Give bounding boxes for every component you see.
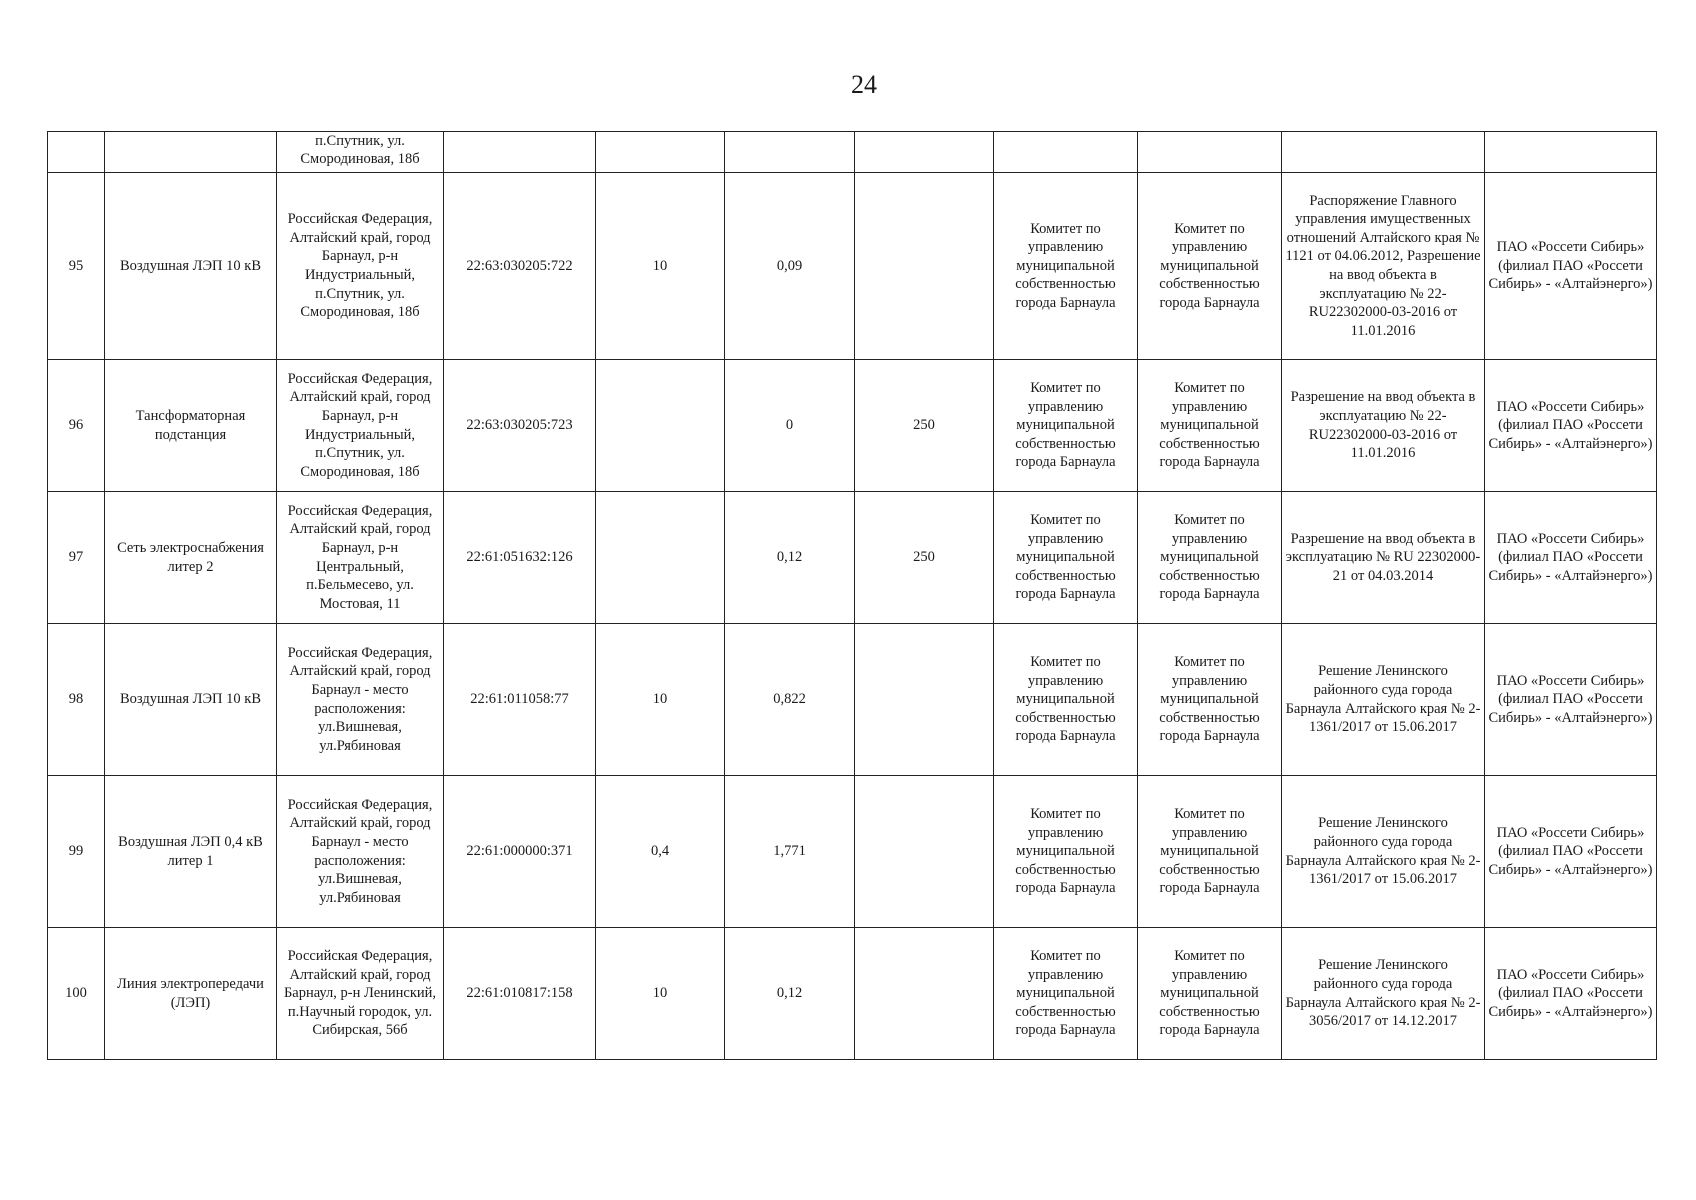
table-row [48,132,1657,173]
holder-cell: Комитет по управлению муниципальной собственностью города Барнаула [994,776,1138,928]
row-number: 98 [48,624,105,776]
table-row [48,624,1657,776]
cadastral-number: 22:61:011058:77 [444,624,596,776]
object-name: Сеть электроснабжения литер 2 [105,492,277,624]
length-value: 0 [725,360,855,492]
basis-document: Решение Ленинского районного суда города Барнаула Алтайского края № 2-3056/2017 от 14.12.2017 [1282,928,1485,1060]
operator-cell [1485,132,1657,173]
power-value: 250 [855,492,994,624]
length-value [725,132,855,173]
table-row [48,776,1657,928]
basis-document [1282,132,1485,173]
holder-cell: Комитет по управлению муниципальной собственностью города Барнаула [1138,360,1282,492]
holder-cell: Комитет по управлению муниципальной собственностью города Барнаула [994,624,1138,776]
power-value [855,173,994,360]
object-address: Российская Федерация, Алтайский край, город Барнаул, р-н Индустриальный, п.Спутник, ул. Смородиновая, 18б [277,360,444,492]
row-number [48,132,105,173]
row-number: 100 [48,928,105,1060]
row-number: 99 [48,776,105,928]
basis-document: Разрешение на ввод объекта в эксплуатацию № RU 22302000-21 от 04.03.2014 [1282,492,1485,624]
object-address: Российская Федерация, Алтайский край, город Барнаул, р-н Центральный, п.Бельмесево, ул. Мостовая, 11 [277,492,444,624]
basis-document: Распоряжение Главного управления имущественных отношений Алтайского края № 1121 от 04.06.2012, Разрешение на ввод объекта в эксплуатацию № 22-RU22302000-03-2016 от 11.01.2016 [1282,173,1485,360]
operator-cell: ПАО «Россети Сибирь» (филиал ПАО «Россети Сибирь» - «Алтайэнерго») [1485,492,1657,624]
length-value: 1,771 [725,776,855,928]
object-address: Российская Федерация, Алтайский край, город Барнаул - место расположения: ул.Вишневая, ул.Рябиновая [277,624,444,776]
basis-document: Решение Ленинского районного суда города Барнаула Алтайского края № 2-1361/2017 от 15.06.2017 [1282,776,1485,928]
page-number: 24 [851,70,877,99]
basis-document: Разрешение на ввод объекта в эксплуатацию № 22-RU22302000-03-2016 от 11.01.2016 [1282,360,1485,492]
operator-cell: ПАО «Россети Сибирь» (филиал ПАО «Россети Сибирь» - «Алтайэнерго») [1485,928,1657,1060]
object-name [105,132,277,173]
object-name: Воздушная ЛЭП 0,4 кВ литер 1 [105,776,277,928]
row-number: 96 [48,360,105,492]
holder-cell: Комитет по управлению муниципальной собственностью города Барнаула [994,492,1138,624]
operator-cell: ПАО «Россети Сибирь» (филиал ПАО «Россети Сибирь» - «Алтайэнерго») [1485,624,1657,776]
table-row [48,492,1657,624]
length-value: 0,822 [725,624,855,776]
basis-document: Решение Ленинского районного суда города Барнаула Алтайского края № 2-1361/2017 от 15.06.2017 [1282,624,1485,776]
power-value [855,132,994,173]
holder-cell: Комитет по управлению муниципальной собственностью города Барнаула [1138,173,1282,360]
table-row [48,173,1657,360]
property-register-table [47,131,1657,1060]
object-name: Линия электропередачи (ЛЭП) [105,928,277,1060]
operator-cell: ПАО «Россети Сибирь» (филиал ПАО «Россети Сибирь» - «Алтайэнерго») [1485,360,1657,492]
cadastral-number [444,132,596,173]
voltage-value [596,360,725,492]
holder-cell: Комитет по управлению муниципальной собственностью города Барнаула [1138,928,1282,1060]
holder-cell: Комитет по управлению муниципальной собственностью города Барнаула [1138,624,1282,776]
holder-cell: Комитет по управлению муниципальной собственностью города Барнаула [1138,776,1282,928]
object-name: Воздушная ЛЭП 10 кВ [105,624,277,776]
voltage-value: 10 [596,173,725,360]
table-row [48,360,1657,492]
object-name: Тансформаторная подстанция [105,360,277,492]
power-value [855,928,994,1060]
length-value: 0,09 [725,173,855,360]
object-address: Российская Федерация, Алтайский край, город Барнаул, р-н Индустриальный, п.Спутник, ул. Смородиновая, 18б [277,173,444,360]
power-value [855,776,994,928]
voltage-value [596,132,725,173]
operator-cell: ПАО «Россети Сибирь» (филиал ПАО «Россети Сибирь» - «Алтайэнерго») [1485,173,1657,360]
cadastral-number: 22:61:000000:371 [444,776,596,928]
power-value: 250 [855,360,994,492]
table-row [48,928,1657,1060]
row-number: 97 [48,492,105,624]
operator-cell: ПАО «Россети Сибирь» (филиал ПАО «Россети Сибирь» - «Алтайэнерго») [1485,776,1657,928]
holder-cell [994,132,1138,173]
object-address: Российская Федерация, Алтайский край, город Барнаул, р-н Ленинский, п.Научный городок, ул. Сибирская, 56б [277,928,444,1060]
object-address: Российская Федерация, Алтайский край, город Барнаул - место расположения: ул.Вишневая, ул.Рябиновая [277,776,444,928]
holder-cell: Комитет по управлению муниципальной собственностью города Барнаула [1138,492,1282,624]
holder-cell: Комитет по управлению муниципальной собственностью города Барнаула [994,928,1138,1060]
cadastral-number: 22:61:010817:158 [444,928,596,1060]
cadastral-number: 22:63:030205:723 [444,360,596,492]
voltage-value: 0,4 [596,776,725,928]
row-number: 95 [48,173,105,360]
holder-cell: Комитет по управлению муниципальной собственностью города Барнаула [994,173,1138,360]
holder-cell [1138,132,1282,173]
voltage-value: 10 [596,928,725,1060]
length-value: 0,12 [725,928,855,1060]
cadastral-number: 22:61:051632:126 [444,492,596,624]
object-address: п.Спутник, ул. Смородиновая, 18б [277,132,444,173]
voltage-value [596,492,725,624]
cadastral-number: 22:63:030205:722 [444,173,596,360]
object-name: Воздушная ЛЭП 10 кВ [105,173,277,360]
voltage-value: 10 [596,624,725,776]
holder-cell: Комитет по управлению муниципальной собственностью города Барнаула [994,360,1138,492]
length-value: 0,12 [725,492,855,624]
power-value [855,624,994,776]
